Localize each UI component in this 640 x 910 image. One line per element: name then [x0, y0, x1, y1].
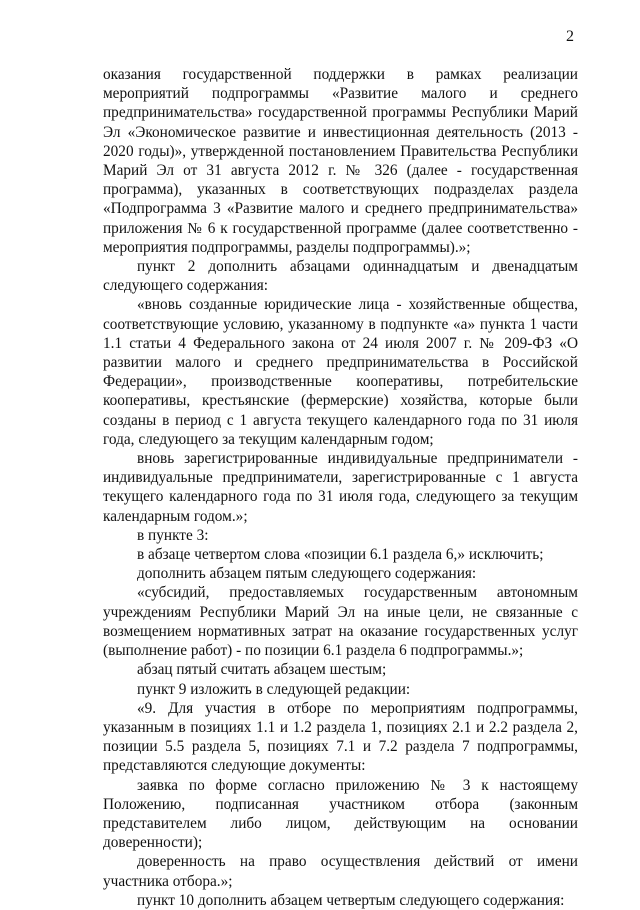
paragraph-9: абзац пятый считать абзацем шестым; [137, 661, 387, 679]
paragraph-6: в абзаце четвертом слова «позиции 6.1 раздела 6,» исключить; [137, 546, 544, 564]
paragraph-11: «9. Для участия в отборе по мероприятиям подпрограммы, указанным в позициях 1.1 и 1.2 раздела 1, позициях 2.1 и 2.2 раздела 2, позиции 5.5 раздела 5, позициях 7.1 и 7.2 раздела 7 подпрограммы, представляются следующие документы: [103, 699, 578, 775]
paragraph-7: дополнить абзацем пятым следующего содержания: [137, 565, 477, 583]
paragraph-5: в пункте 3: [137, 526, 209, 544]
paragraph-10: пункт 9 изложить в следующей редакции: [137, 680, 411, 698]
page-number: 2 [566, 28, 574, 45]
paragraph-14: пункт 10 дополнить абзацем четвертым следующего содержания: [137, 891, 565, 909]
paragraph-8: «субсидий, предоставляемых государственным автономным учреждениям Республики Марий Эл на иные цели, не связанные с возмещением нормативных затрат на оказание государственных услуг (выполнение работ) - по позиции 6.1 раздела 6 подпрограммы.»; [103, 584, 578, 660]
paragraph-2: пункт 2 дополнить абзацами одиннадцатым и двенадцатым следующего содержания: [103, 258, 578, 295]
paragraph-3: «вновь созданные юридические лица - хозяйственные общества, соответствующие условию, указанному в подпункте «а» пункта 1 части 1.1 статьи 4 Федерального закона от 24 июля 2007 г. № 209-ФЗ «О развитии малого и среднего предпринимательства в Российской Федерации», производственные кооперативы, потребительские кооперативы, крестьянские (фермерские) хозяйства, которые были созданы в период с 1 августа текущего календарного года по 31 июля года, следующего за текущим календарным годом; [103, 296, 578, 448]
paragraph-4: вновь зарегистрированные индивидуальные предприниматели - индивидуальные предприниматели, зарегистрированные с 1 августа текущего календарного года по 31 июля года, следующего за текущим календарным годом.»; [103, 450, 578, 525]
document-body [103, 65, 578, 910]
paragraph-13: доверенность на право осуществления действий от имени участника отбора.»; [103, 853, 578, 890]
paragraph-1: оказания государственной поддержки в рамках реализации мероприятий подпрограммы «Развитие малого и среднего предпринимательства» государственной программы Республики Марий Эл «Экономическое развитие и инвестиционная деятельность (2013 - 2020 годы)», утвержденной постановлением Правительства Республики Марий Эл от 31 августа 2012 г. № 326 (далее - государственная программа), указанных в соответствующих подразделах раздела «Подпрограмма 3 «Развитие малого и среднего предпринимательства» приложения № 6 к государственной программе (далее соответственно - мероприятия подпрограммы, разделы подпрограммы).»; [103, 66, 578, 256]
paragraph-12: заявка по форме согласно приложению № 3 к настоящему Положению, подписанная участником отбора (законным представителем либо лицом, действующим на основании доверенности); [103, 776, 578, 852]
